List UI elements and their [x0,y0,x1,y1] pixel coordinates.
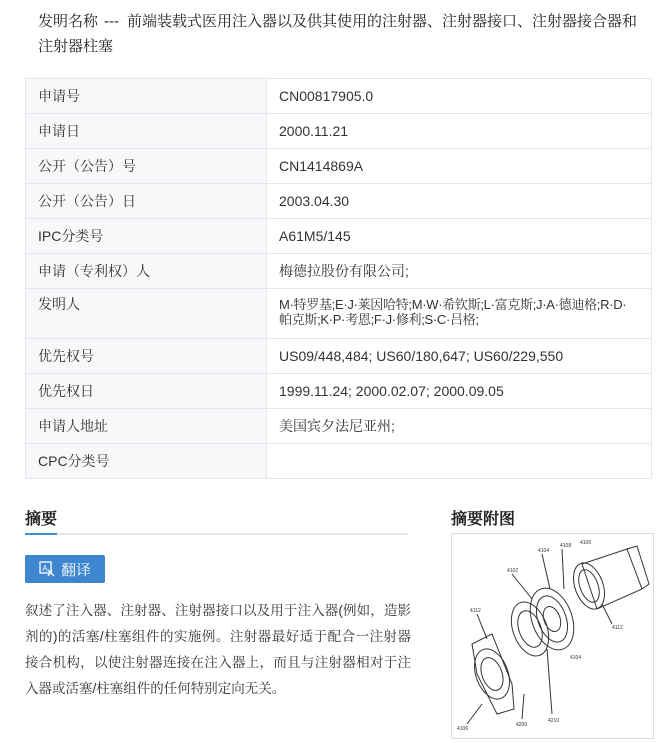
row-value: US09/448,484; US60/180,647; US60/229,550 [267,339,652,374]
table-row [26,409,652,444]
row-value: 2003.04.30 [267,184,652,219]
table-row [26,149,652,184]
abstract-text: 叙述了注入器、注射器、注射器接口以及用于注入器(例如，造影剂的)的活塞/柱塞组件的实施例。注射器最好适于配合一注射器接合机构，以使注射器连接在注入器上，而且与注射器相对于注入器或活塞/柱塞组件的任何特别定向无关。 [25,603,411,696]
row-key: 优先权号 [26,339,267,374]
translate-icon [39,561,55,577]
abstract-divider [25,533,408,535]
row-value: A61M5/145 [267,219,652,254]
table-row [26,444,652,479]
patent-title [38,9,648,59]
row-value: 1999.11.24; 2000.02.07; 2000.09.05 [267,374,652,409]
figure-heading: 摘要附图 [451,511,516,528]
row-key: CPC分类号 [26,444,267,479]
abstract-figure[interactable] [451,533,654,739]
table-row [26,339,652,374]
row-key: 申请人地址 [26,409,267,444]
row-key: 申请（专利权）人 [26,254,267,289]
table-row [26,374,652,409]
svg-text:4112: 4112 [470,608,481,614]
svg-text:4200: 4200 [516,722,528,728]
abstract-heading: 摘要 [25,511,58,528]
row-key: 公开（公告）号 [26,149,267,184]
row-key: IPC分类号 [26,219,267,254]
row-key: 申请日 [26,114,267,149]
svg-text:4104: 4104 [538,548,550,554]
title-text: 前端装载式医用注入器以及供其使用的注射器、注射器接口、注射器接合器和注射器柱塞 [38,13,638,55]
svg-text:4112: 4112 [612,625,623,631]
table-row [26,219,652,254]
row-value: M·特罗基;E·J·莱因哈特;M·W·希钦斯;L·富克斯;J·A·德迪格;R·D·帕克斯;K·P·考恩;F·J·修利;S·C·吕格; [267,289,652,339]
translate-button[interactable] [25,555,105,583]
title-label: 发明名称 [38,13,99,30]
row-key: 发明人 [26,289,267,339]
row-value [267,444,652,479]
translate-label: 翻译 [60,561,91,579]
table-row [26,254,652,289]
row-value: CN00817905.0 [267,79,652,114]
row-value: 美国宾夕法尼亚州; [267,409,652,444]
abstract-divider-accent [25,533,57,535]
svg-text:A: A [42,564,48,573]
svg-text:4106: 4106 [580,540,592,546]
row-key: 申请号 [26,79,267,114]
row-value: 梅德拉股份有限公司; [267,254,652,289]
row-key: 优先权日 [26,374,267,409]
table-row [26,79,652,114]
table-row [26,184,652,219]
table-row [26,114,652,149]
row-value: 2000.11.21 [267,114,652,149]
table-row [26,289,652,339]
svg-text:4210: 4210 [548,718,560,724]
patent-info-table [25,78,652,479]
row-value: CN1414869A [267,149,652,184]
row-key: 公开（公告）日 [26,184,267,219]
title-separator: --- [104,13,120,30]
svg-text:4106: 4106 [457,726,469,732]
svg-text:4108: 4108 [560,543,572,549]
syringe-drawing [452,534,653,738]
svg-text:4102: 4102 [507,568,519,574]
svg-text:4104: 4104 [570,655,582,661]
